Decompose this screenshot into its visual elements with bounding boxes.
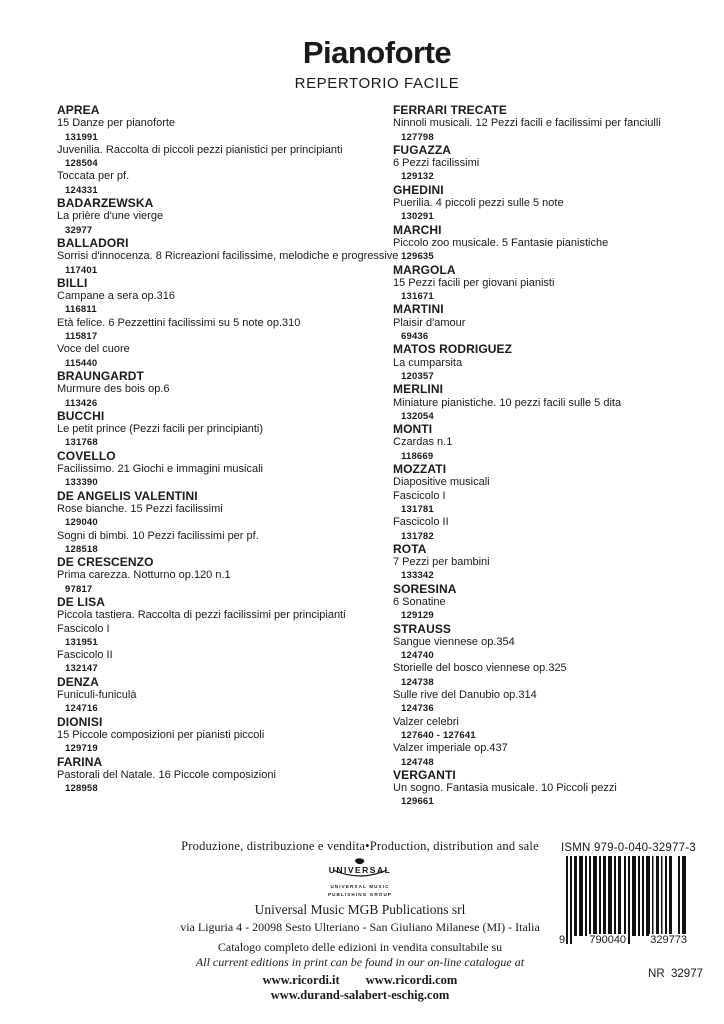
work-title: 6 Pezzi facilissimi [393,157,480,170]
composer-name: DIONISI [57,714,103,729]
catalog-number: 129129 [401,610,434,622]
work-title: Murmure des bois op.6 [57,383,170,396]
catalog-number: 120357 [401,370,434,382]
composer-name: COVELLO [57,448,116,463]
composer-name: BRAUNGARDT [57,368,144,383]
page-footer [135,839,585,1003]
work-title: Plaisir d'amour [393,316,466,329]
composer-name: MATOS RODRIGUEZ [393,342,513,357]
work-title: Storielle del bosco viennese op.325 [393,662,567,675]
url-ricordi-com: www.ricordi.com [365,973,458,987]
catalog-number: 116811 [65,304,97,316]
composer-name: SORESINA [393,581,457,596]
catalog-number: 124736 [401,703,434,715]
catalog-number: 32977 [65,224,93,236]
catalog-number: 115817 [65,331,98,343]
composer-name: GHEDINI [393,182,444,197]
nr-number: NR 32977 [648,968,703,980]
work-title: Miniature pianistiche. 10 pezzi facili sulle 5 dita [393,396,622,409]
work-title: Puerilia. 4 piccoli pezzi sulle 5 note [393,197,564,210]
work-title: Funiculi-funiculà [57,689,137,702]
work-title: 6 Sonatine [393,595,446,608]
catalog-number: 131768 [65,437,98,449]
catalog-number: 124748 [401,756,434,768]
barcode-block [561,842,711,980]
company-address: via Liguria 4 - 20098 Sesto Ulteriano - San Giuliano Milanese (MI) - Italia [180,920,540,934]
catalog-number: 129661 [401,796,434,808]
catalog-note-italian: Catalogo completo delle edizioni in vendita consultabile su [217,940,503,954]
composer-name: ROTA [393,541,427,556]
work-title: 15 Pezzi facili per giovani pianisti [393,276,555,289]
page-header [30,36,724,92]
catalog-number: 127640 - 127641 [401,729,476,741]
work-title: Le petit prince (Pezzi facili per principianti) [57,423,264,436]
catalog-number: 129719 [65,743,98,755]
composer-name: STRAUSS [393,621,452,636]
catalog-number: 118669 [401,450,434,462]
work-title: La prière d'une vierge [57,210,164,223]
composer-name: MARCHI [393,222,442,237]
work-title: Rose bianche. 15 Pezzi facilissimi [57,502,223,515]
catalog-number: 128958 [65,783,98,795]
work-title: 15 Piccole composizioni per pianisti piccoli [57,728,265,741]
catalog-number: 131782 [401,530,434,542]
work-title: Facilissimo. 21 Giochi e immagini musicali [57,463,264,476]
svg-text:UNIVERSAL: UNIVERSAL [328,865,392,875]
work-title: Sorrisi d'innocenza. 8 Ricreazioni facilissime, melodiche e progressive [57,250,399,263]
catalog-number: 117401 [65,264,98,276]
page-title: Pianoforte [302,35,452,70]
catalog-number: 113426 [65,397,98,409]
catalog-number: 133342 [401,570,434,582]
work-title: Czardas n.1 [393,436,453,449]
composer-name: BALLADORI [57,235,129,250]
composer-name: VERGANTI [393,767,456,782]
catalog-number: 124331 [65,184,98,196]
work-title: Piccola tastiera. Raccolta di pezzi facilissimi per principianti [57,609,346,622]
composer-name: MONTI [393,422,433,437]
work-title: Età felice. 6 Pezzettini facilissimi su 5 note op.310 [57,316,301,329]
work-title: Sogni di bimbi. 10 Pezzi facilissimi per pf. [57,529,259,542]
catalog-number: 131671 [401,291,434,303]
work-title: Toccata per pf. [57,170,130,183]
catalog-number: 124740 [401,650,434,662]
production-distribution-line: Produzione, distribuzione e vendita•Production, distribution and sale [181,839,539,853]
composer-name: MARGOLA [393,262,456,277]
catalog-number: 127798 [401,131,434,143]
work-title: Sangue viennese op.354 [393,635,515,648]
universal-logo-subtext-1: UNIVERSAL MUSIC [330,884,390,889]
catalog-number: 128504 [65,158,98,170]
composer-name: MARTINI [393,302,444,317]
composer-name: BADARZEWSKA [57,196,154,211]
work-title: Piccolo zoo musicale. 5 Fantasie pianistiche [393,236,609,249]
universal-logo-subtext-2: PUBLISHING GROUP [327,892,393,897]
work-title: Un sogno. Fantasia musicale. 10 Piccoli pezzi [393,782,617,795]
url-durand-salabert-eschig: www.durand-salabert-eschig.com [270,988,450,1002]
catalog-number: 124716 [65,703,98,715]
work-title: Fascicolo II [57,649,113,662]
barcode-digit-left: 9 [559,934,566,946]
universal-globe-icon [323,858,397,882]
composer-name: FUGAZZA [393,142,452,157]
catalog-number: 131951 [65,636,98,648]
work-title: La cumparsita [393,356,463,369]
work-title: Fascicolo II [393,516,449,529]
url-ricordi-it: www.ricordi.it [262,973,340,987]
page-subtitle: REPERTORIO FACILE [294,75,460,92]
work-title: Fascicolo I [393,489,446,502]
ismn-number: ISMN 979-0-040-32977-3 [561,842,696,854]
composer-name: DE ANGELIS VALENTINI [57,488,198,503]
catalog-number: 132054 [401,410,434,422]
composer-name: DE CRESCENZO [57,555,154,570]
work-title: Valzer imperiale op.437 [393,742,508,755]
catalog-note-english: All current editions in print can be found in our on-line catalogue at [195,955,525,969]
catalog-number: 131781 [401,503,434,515]
catalog-number: 129132 [401,171,434,183]
composer-name: MERLINI [393,382,444,397]
barcode-image [559,856,688,952]
work-title: 7 Pezzi per bambini [393,556,490,569]
catalog-number: 129635 [401,251,434,263]
work-title: Fascicolo I [57,622,110,635]
catalog-number: 129040 [65,517,98,529]
company-name: Universal Music MGB Publications srl [254,902,466,917]
universal-logo [135,858,585,898]
work-title: Pastorali del Natale. 16 Piccole composizioni [57,768,276,781]
catalog-column [57,103,399,795]
catalog-number: 115440 [65,357,98,369]
barcode-digit-group-2: 329773 [650,934,687,946]
composer-name: APREA [57,103,100,117]
composer-name: FARINA [57,754,103,769]
work-title: Prima carezza. Notturno op.120 n.1 [57,569,231,582]
work-title: Voce del cuore [57,343,130,356]
composer-name: BILLI [57,275,88,290]
catalog-number: 124738 [401,676,434,688]
catalog-number: 128518 [65,543,98,555]
catalog-number: 69436 [401,331,429,343]
catalog-number: 97817 [65,583,93,595]
work-title: Valzer celebri [393,715,459,728]
composer-name: DE LISA [57,594,106,609]
catalog-number: 131991 [65,131,98,143]
catalog-number: 132147 [65,663,98,675]
composer-name: DENZA [57,674,99,689]
work-title: Ninnoli musicali. 12 Pezzi facili e facilissimi per fanciulli [393,117,661,130]
work-title: 15 Danze per pianoforte [57,117,176,130]
composer-name: BUCCHI [57,408,105,423]
composer-name: MOZZATI [393,462,447,477]
work-title: Diapositive musicali [393,476,490,489]
work-title: Juvenilia. Raccolta di piccoli pezzi pianistici per principianti [57,143,343,156]
catalog-number: 133390 [65,477,98,489]
catalog-number: 130291 [401,211,434,223]
website-urls [135,973,585,988]
work-title: Sulle rive del Danubio op.314 [393,689,537,702]
composer-name: FERRARI TRECATE [393,103,507,117]
barcode-digits [558,934,688,946]
catalog-column [393,104,713,809]
barcode-digit-group-1: 790040 [589,934,627,946]
work-title: Campane a sera op.316 [57,290,176,303]
